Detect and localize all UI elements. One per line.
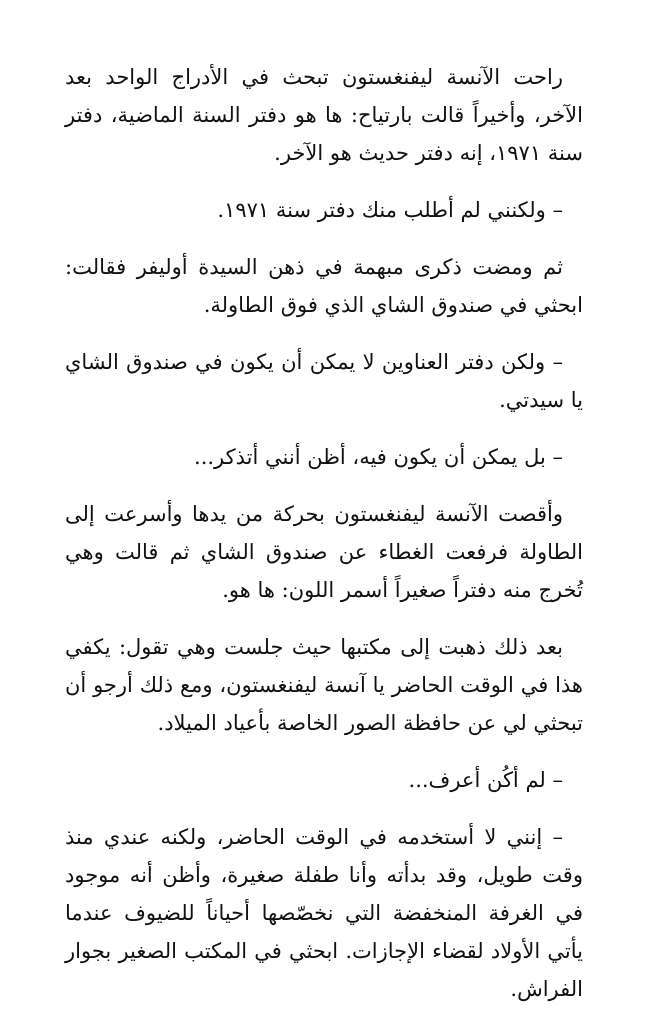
- paragraph: بعد ذلك ذهبت إلى مكتبها حيث جلست وهي تقول: يكفي هذا في الوقت الحاضر يا آنسة ليفنغستون، ومع ذلك أرجو أن تبحثي لي عن حافظة الصور الخاصة بأعياد الميلاد.: [65, 635, 583, 735]
- paragraph: – بل يمكن أن يكون فيه، أظن أنني أتذكر...: [194, 445, 563, 469]
- paragraph: – ولكنني لم أطلب منك دفتر سنة ١٩٧١.: [217, 198, 563, 222]
- paragraph: – لم أكُن أعرف...: [408, 768, 563, 792]
- paragraph: – إنني لا أستخدمه في الوقت الحاضر، ولكنه عندي منذ وقت طويل، وقد بدأته وأنا طفلة صغيرة، وأظن أنه موجود في الغرفة المنخفضة التي نخصّصها أحياناً للضيوف عندما يأتي الأولاد لقضاء الإجازات. ابحثي في المكتب الصغير بجوار الفراش.: [65, 825, 583, 1001]
- paragraph: – ولكن دفتر العناوين لا يمكن أن يكون في صندوق الشاي يا سيدتي.: [65, 350, 583, 412]
- paragraph: راحت الآنسة ليفنغستون تبحث في الأدراج الواحد بعد الآخر، وأخيراً قالت بارتياح: ها هو دفتر السنة الماضية، دفتر سنة ١٩٧١، إنه دفتر حديث هو الآخر.: [65, 65, 583, 165]
- paragraph: وأقصت الآنسة ليفنغستون بحركة من يدها وأسرعت إلى الطاولة فرفعت الغطاء عن صندوق الشاي ثم قالت وهي تُخرج منه دفتراً صغيراً أسمر اللون: ها هو.: [65, 502, 583, 602]
- book-page-text: [65, 58, 583, 1027]
- paragraph: ثم ومضت ذكرى مبهمة في ذهن السيدة أوليفر فقالت: ابحثي في صندوق الشاي الذي فوق الطاولة.: [65, 255, 583, 317]
